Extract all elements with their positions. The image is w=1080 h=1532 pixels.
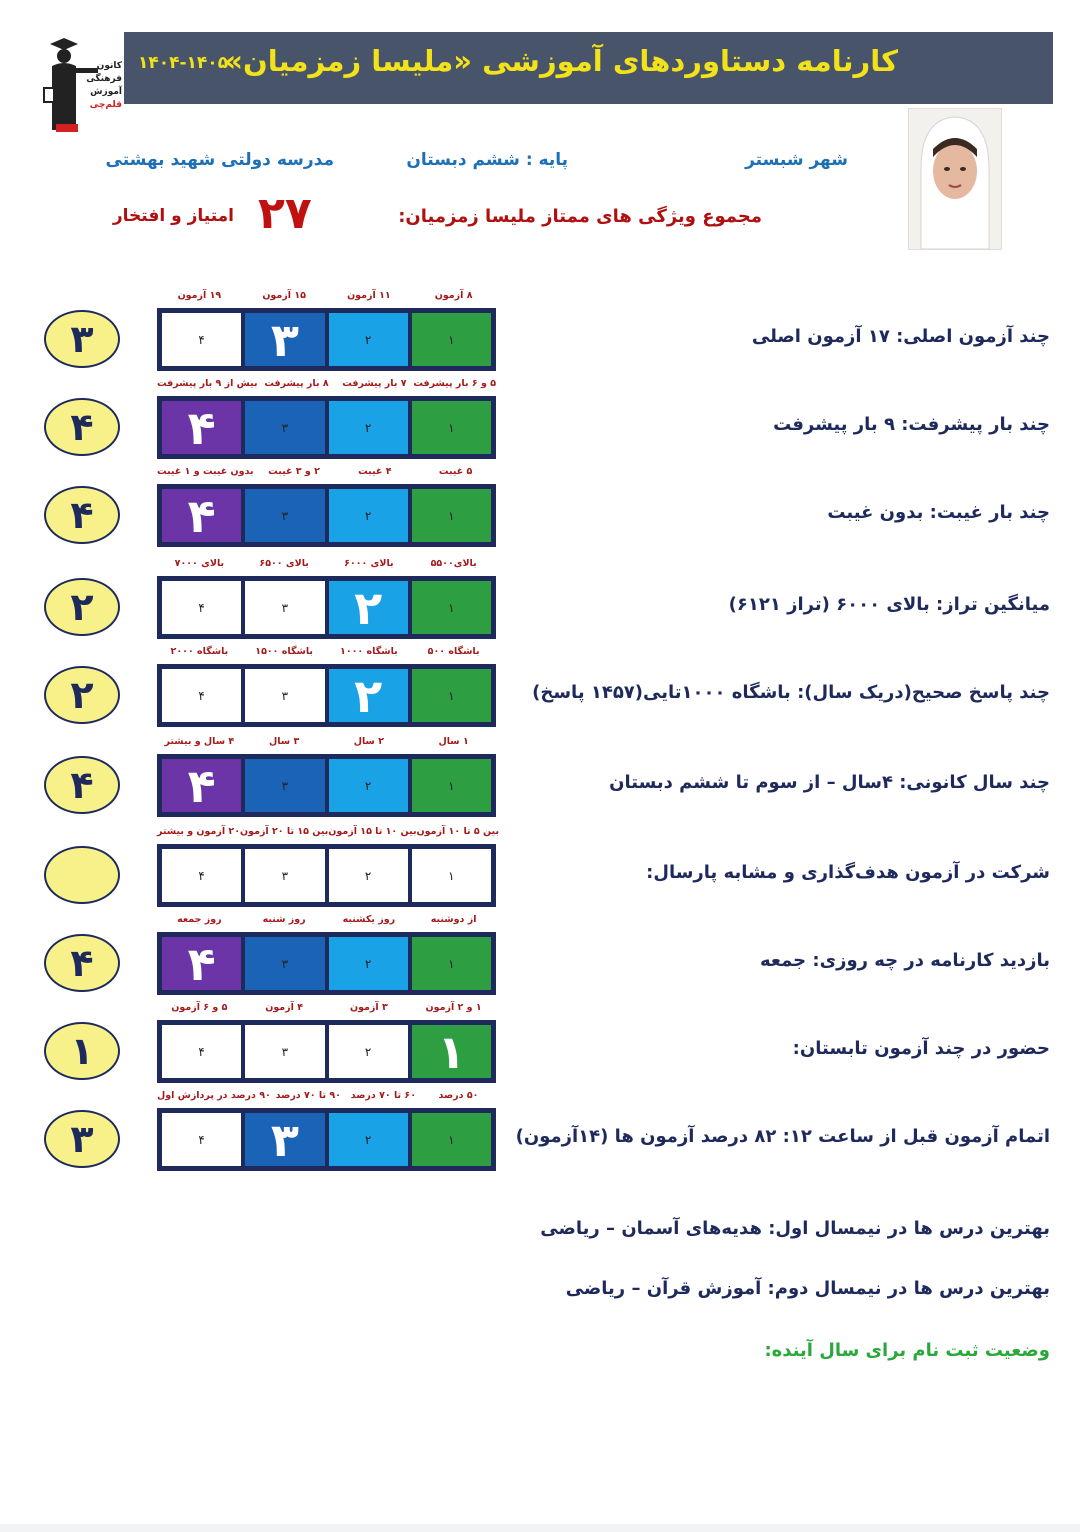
row-score-circle bbox=[44, 846, 120, 904]
row-question: چند بار غیبت: بدون غیبت bbox=[827, 502, 1050, 523]
row-question: شرکت در آزمون هدف‌گذاری و مشابه پارسال: bbox=[646, 862, 1050, 883]
total-features-label: مجموع ویژگی های ممتاز ملیسا زمزمیان: bbox=[398, 206, 762, 227]
score-cell-3: ۳ bbox=[245, 759, 324, 812]
score-cell-4: ۴ bbox=[162, 581, 241, 634]
row-range-labels bbox=[157, 826, 500, 837]
score-cell-2: ۲ bbox=[329, 581, 408, 634]
row-question: حضور در چند آزمون تابستان: bbox=[792, 1038, 1050, 1059]
range-label: ۳ آزمون bbox=[349, 1002, 388, 1013]
range-label: ۱ سال bbox=[438, 736, 469, 747]
score-strip bbox=[157, 932, 496, 995]
score-cell-3: ۳ bbox=[245, 581, 324, 634]
range-label: ۱۱ آزمون bbox=[347, 290, 391, 301]
range-label: بین ۵ تا ۱۰ آزمون bbox=[416, 826, 500, 837]
score-cell-3: ۳ bbox=[245, 1025, 324, 1078]
row-question: چند پاسخ صحیح(دریک سال): باشگاه ۱۰۰۰تایی(۱۴۵۷ پاسخ) bbox=[532, 682, 1050, 703]
range-label: ۵۰ درصد bbox=[438, 1090, 479, 1101]
page-footer-bar bbox=[0, 1524, 1080, 1532]
row-question: چند سال کانونی: ۴سال – از سوم تا ششم دبستان bbox=[609, 772, 1050, 793]
score-strip bbox=[157, 396, 496, 459]
range-label: روز جمعه bbox=[177, 914, 222, 925]
score-strip bbox=[157, 576, 496, 639]
row-question: میانگین تراز: بالای ۶۰۰۰ (تراز ۶۱۲۱) bbox=[728, 594, 1050, 615]
total-score: ۲۷ bbox=[258, 188, 312, 239]
range-label: روز یکشنبه bbox=[342, 914, 396, 925]
row-range-labels bbox=[157, 290, 496, 301]
academic-year: ۱۴۰۴-۱۴۰۵ bbox=[138, 53, 229, 73]
range-label: ۹۰ تا ۷۰ درصد bbox=[275, 1090, 341, 1101]
score-cell-2: ۲ bbox=[329, 1113, 408, 1166]
score-cell-4: ۴ bbox=[162, 313, 241, 366]
range-label: باشگاه ۱۰۰۰ bbox=[340, 646, 398, 657]
school-label: مدرسه دولتی شهید بهشتی bbox=[105, 150, 334, 170]
logo-line: قلم‌چی bbox=[89, 100, 122, 110]
range-label: ۲۰ آزمون و بیشتر bbox=[157, 826, 241, 837]
score-cell-1: ۱ bbox=[412, 937, 491, 990]
score-strip bbox=[157, 308, 496, 371]
score-cell-3: ۳ bbox=[245, 489, 324, 542]
range-label: بالای۵۵۰۰ bbox=[430, 558, 477, 569]
range-label: ۵ و ۶ بار پیشرفت bbox=[413, 378, 496, 389]
range-label: ۳ سال bbox=[268, 736, 300, 747]
score-cell-4: ۴ bbox=[162, 759, 241, 812]
range-label: ۵ غیبت bbox=[438, 466, 473, 477]
range-label: ۴ غیبت bbox=[358, 466, 392, 477]
score-cell-2: ۲ bbox=[329, 937, 408, 990]
score-strip bbox=[157, 754, 496, 817]
score-cell-3: ۳ bbox=[245, 849, 324, 902]
range-label: ۷ بار پیشرفت bbox=[342, 378, 407, 389]
score-cell-4: ۴ bbox=[162, 937, 241, 990]
score-cell-4: ۴ bbox=[162, 1025, 241, 1078]
score-cell-4: ۴ bbox=[162, 489, 241, 542]
row-score-circle: ۴ bbox=[44, 756, 120, 814]
score-cell-2: ۲ bbox=[329, 759, 408, 812]
row-question: چند بار پیشرفت: ۹ بار پیشرفت bbox=[773, 414, 1050, 435]
row-score-circle: ۳ bbox=[44, 310, 120, 368]
row-score-circle: ۱ bbox=[44, 1022, 120, 1080]
score-cell-2: ۲ bbox=[329, 313, 408, 366]
score-cell-1: ۱ bbox=[412, 759, 491, 812]
score-strip bbox=[157, 844, 496, 907]
range-label: بالای ۶۰۰۰ bbox=[344, 558, 394, 569]
row-question: اتمام آزمون قبل از ساعت ۱۲: ۸۲ درصد آزمون ها (۱۴آزمون) bbox=[515, 1126, 1050, 1147]
range-label: روز شنبه bbox=[262, 914, 306, 925]
score-cell-2: ۲ bbox=[329, 401, 408, 454]
range-label: بدون غیبت و ۱ غیبت bbox=[157, 466, 254, 477]
range-label: باشگاه ۲۰۰۰ bbox=[170, 646, 229, 657]
score-cell-3: ۳ bbox=[245, 313, 324, 366]
score-cell-1: ۱ bbox=[412, 489, 491, 542]
row-range-labels bbox=[157, 378, 496, 389]
score-cell-4: ۴ bbox=[162, 1113, 241, 1166]
range-label: ۲ سال bbox=[353, 736, 385, 747]
row-score-circle: ۴ bbox=[44, 486, 120, 544]
score-cell-3: ۳ bbox=[245, 937, 324, 990]
range-label: ۵ و ۶ آزمون bbox=[171, 1002, 228, 1013]
score-strip bbox=[157, 1020, 496, 1083]
row-question: چند آزمون اصلی: ۱۷ آزمون اصلی bbox=[751, 326, 1050, 347]
score-cell-1: ۱ bbox=[412, 1113, 491, 1166]
range-label: ۹۰ درصد در پردازش اول bbox=[157, 1090, 271, 1101]
kanoon-logo bbox=[36, 30, 120, 134]
score-cell-3: ۳ bbox=[245, 401, 324, 454]
row-score-circle: ۲ bbox=[44, 578, 120, 636]
score-cell-1: ۱ bbox=[412, 849, 491, 902]
row-score-circle: ۳ bbox=[44, 1110, 120, 1168]
score-cell-2: ۲ bbox=[329, 849, 408, 902]
row-score-circle: ۲ bbox=[44, 666, 120, 724]
range-label: ۱ و ۲ آزمون bbox=[425, 1002, 482, 1013]
grade-label: پایه : ششم دبستان bbox=[406, 150, 568, 170]
range-label: ۱۵ آزمون bbox=[262, 290, 306, 301]
score-cell-4: ۴ bbox=[162, 669, 241, 722]
row-range-labels bbox=[157, 646, 496, 657]
score-strip bbox=[157, 484, 496, 547]
total-score-suffix: امتیاز و افتخار bbox=[112, 206, 234, 226]
range-label: بین ۱۰ تا ۱۵ آزمون bbox=[328, 826, 417, 837]
score-strip bbox=[157, 1108, 496, 1171]
range-label: باشگاه ۱۵۰۰ bbox=[255, 646, 313, 657]
row-score-circle: ۴ bbox=[44, 398, 120, 456]
registration-status: وضعیت ثبت نام برای سال آینده: bbox=[764, 1340, 1050, 1361]
range-label: ۸ آزمون bbox=[434, 290, 473, 301]
score-cell-3: ۳ bbox=[245, 669, 324, 722]
range-label: بین ۱۵ تا ۲۰ آزمون bbox=[240, 826, 329, 837]
range-label: ۱۹ آزمون bbox=[177, 290, 222, 301]
row-score-circle: ۴ bbox=[44, 934, 120, 992]
score-cell-1: ۱ bbox=[412, 401, 491, 454]
range-label: ۴ آزمون bbox=[265, 1002, 304, 1013]
best-subjects-first-semester: بهترین درس ها در نیمسال اول: هدیه‌های آسمان – ریاضی bbox=[540, 1218, 1050, 1239]
report-title: کارنامه دستاوردهای آموزشی «ملیسا زمزمیان» bbox=[224, 44, 898, 78]
range-label: ۶۰ تا ۷۰ درصد bbox=[350, 1090, 417, 1101]
score-cell-4: ۴ bbox=[162, 401, 241, 454]
score-cell-2: ۲ bbox=[329, 669, 408, 722]
score-cell-1: ۱ bbox=[412, 1025, 491, 1078]
score-cell-2: ۲ bbox=[329, 489, 408, 542]
row-range-labels bbox=[157, 736, 496, 747]
logo-line: کانون bbox=[96, 61, 122, 71]
best-subjects-second-semester: بهترین درس ها در نیمسال دوم: آموزش قرآن – ریاضی bbox=[565, 1278, 1050, 1299]
logo-line: آموزش bbox=[90, 87, 122, 97]
range-label: باشگاه ۵۰۰ bbox=[427, 646, 480, 657]
score-cell-3: ۳ bbox=[245, 1113, 324, 1166]
student-photo bbox=[908, 108, 1002, 250]
city-label: شهر شبستر bbox=[745, 150, 848, 170]
row-range-labels bbox=[157, 1002, 496, 1013]
score-cell-1: ۱ bbox=[412, 669, 491, 722]
row-range-labels bbox=[157, 466, 496, 477]
score-cell-1: ۱ bbox=[412, 313, 491, 366]
logo-line: فرهنگی bbox=[86, 74, 122, 84]
score-strip bbox=[157, 664, 496, 727]
score-cell-2: ۲ bbox=[329, 1025, 408, 1078]
range-label: از دوشنبه bbox=[430, 914, 477, 925]
range-label: ۸ بار پیشرفت bbox=[264, 378, 329, 389]
row-question: بازدید کارنامه در چه روزی: جمعه bbox=[760, 950, 1050, 971]
range-label: ۴ سال و بیشتر bbox=[164, 736, 235, 747]
score-cell-4: ۴ bbox=[162, 849, 241, 902]
row-range-labels bbox=[157, 914, 496, 925]
row-range-labels bbox=[157, 1090, 496, 1101]
range-label: ۲ و ۳ غیبت bbox=[268, 466, 320, 477]
score-cell-1: ۱ bbox=[412, 581, 491, 634]
range-label: بیش از ۹ بار پیشرفت bbox=[157, 378, 258, 389]
range-label: بالای ۶۵۰۰ bbox=[259, 558, 309, 569]
range-label: بالای ۷۰۰۰ bbox=[174, 558, 225, 569]
row-range-labels bbox=[157, 558, 496, 569]
